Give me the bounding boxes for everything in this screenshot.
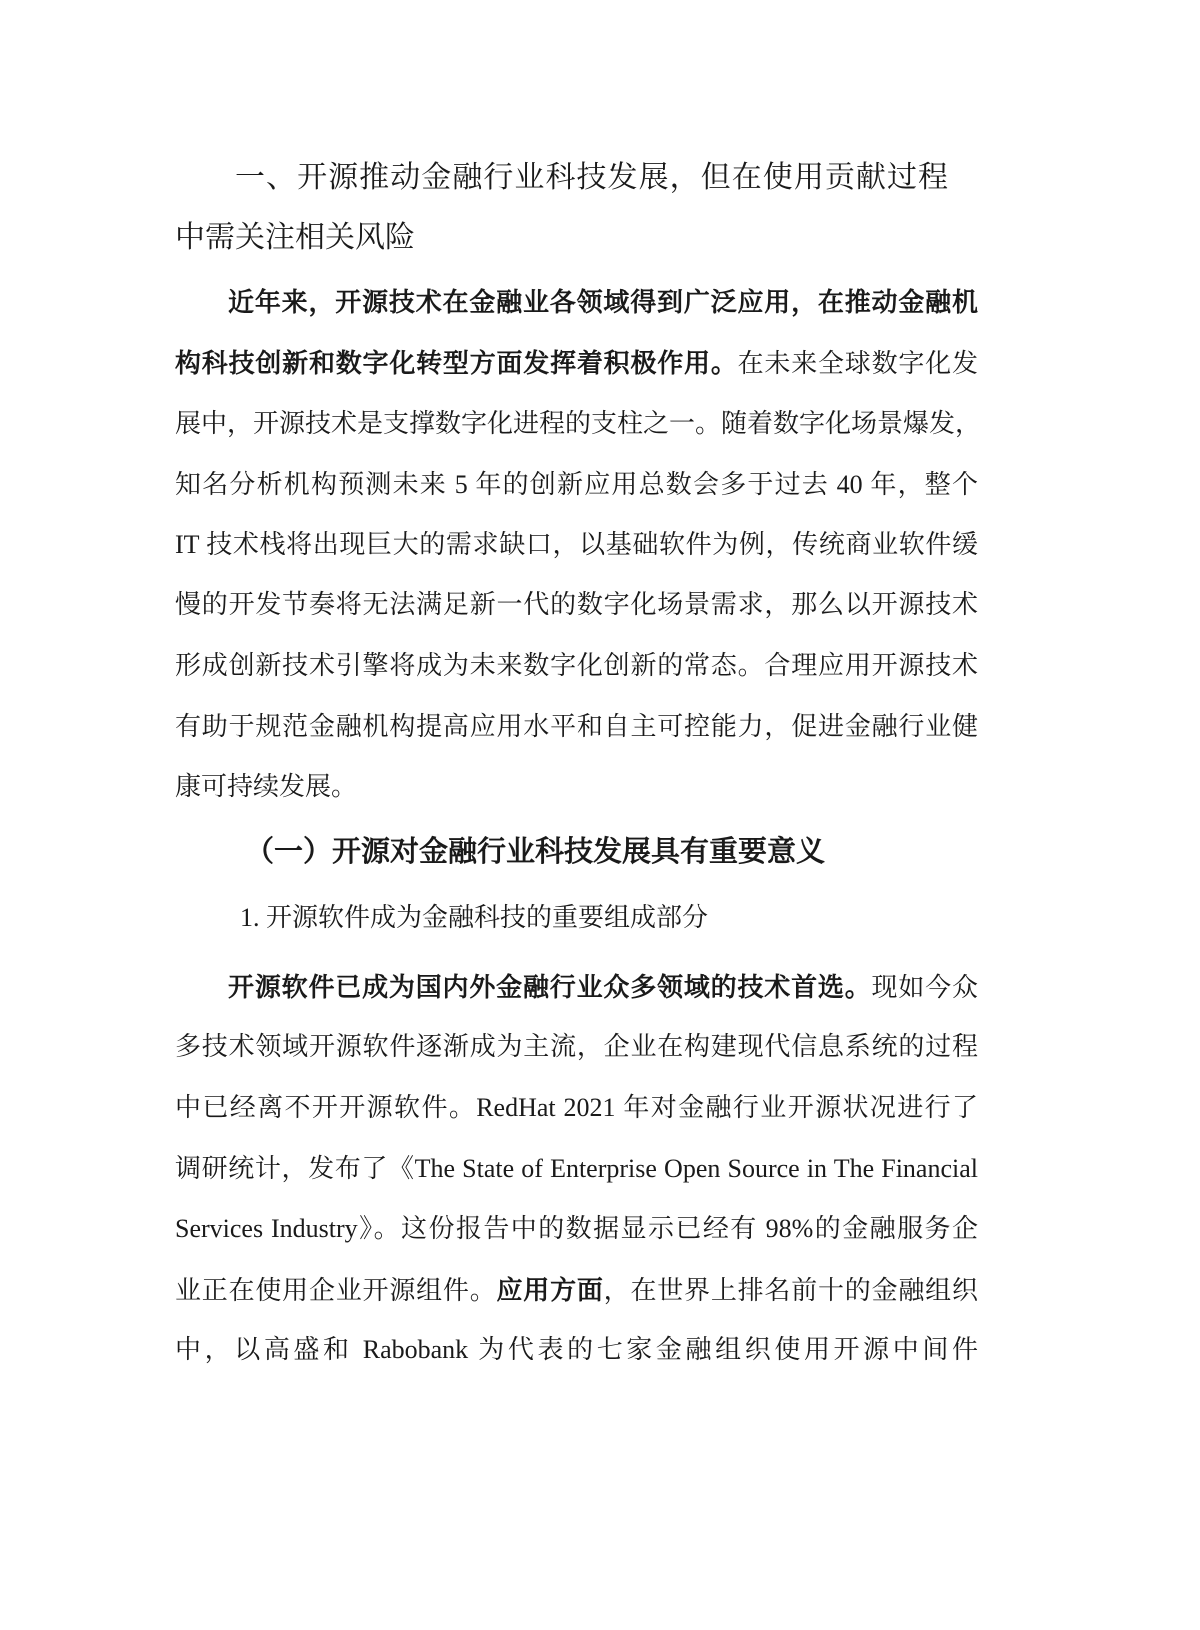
text: ，在世界上排名前十的金融组织 — [603, 1276, 978, 1305]
bold-text: 构科技创新和数字化转型方面发挥着积极作用。 — [175, 348, 738, 378]
paragraph-line — [175, 1209, 978, 1249]
bold-text: 应用方面 — [496, 1275, 604, 1305]
text: 1. 开源软件成为金融科技的重要组成部分 — [240, 903, 709, 932]
paragraph-line — [175, 465, 978, 505]
bold-text: 开源软件已成为国内外金融行业众多领域的技术首选。 — [228, 972, 872, 1002]
text: 展中，开源技术是支撑数字化进程的支柱之一。随着数字化场景爆发， — [175, 409, 982, 438]
paragraph-line — [175, 1149, 978, 1189]
paragraph-line — [175, 1088, 978, 1128]
text: 知名分析机构预测未来 5 年的创新应用总数会多于过去 40 年，整个 — [175, 470, 978, 499]
text: 有助于规范金融机构提高应用水平和自主可控能力，促进金融行业健 — [175, 712, 978, 741]
paragraph-line — [228, 282, 978, 322]
heading-3 — [240, 898, 800, 938]
bold-text: （一）开源对金融行业科技发展具有重要意义 — [245, 836, 826, 868]
text: 一、开源推动金融行业科技发展，但在使用贡献过程 — [235, 161, 948, 194]
text: 中已经离不开开源软件。RedHat 2021 年对金融行业开源状况进行了 — [175, 1093, 978, 1122]
heading-1 — [235, 158, 948, 198]
text: IT 技术栈将出现巨大的需求缺口，以基础软件为例，传统商业软件缓 — [175, 530, 978, 559]
text: 现如今众 — [871, 973, 978, 1002]
paragraph-line — [228, 967, 978, 1007]
paragraph-line — [175, 585, 978, 625]
text: 中需关注相关风险 — [175, 221, 415, 254]
text: 在未来全球数字化发 — [737, 349, 978, 378]
text: 多技术领域开源软件逐渐成为主流，企业在构建现代信息系统的过程 — [175, 1032, 978, 1061]
paragraph-line — [175, 404, 982, 444]
paragraph-line — [175, 1330, 978, 1370]
text: 康可持续发展。 — [175, 772, 358, 801]
paragraph-line — [175, 707, 978, 747]
heading-2 — [245, 832, 865, 872]
paragraph-line — [175, 1270, 978, 1310]
paragraph-line — [175, 1027, 978, 1067]
text: 慢的开发节奏将无法满足新一代的数字化场景需求，那么以开源技术 — [175, 590, 978, 619]
paragraph-line — [175, 767, 375, 807]
bold-text: 近年来，开源技术在金融业各领域得到广泛应用，在推动金融机 — [228, 287, 978, 317]
heading-1 — [175, 218, 435, 258]
paragraph-line — [175, 525, 978, 565]
text: 调研统计，发布了《The State of Enterprise Open Source in The Financial — [175, 1154, 978, 1183]
paragraph-line — [175, 646, 978, 686]
text: Services Industry》。这份报告中的数据显示已经有 98%的金融服务企 — [175, 1214, 978, 1243]
text: 业正在使用企业开源组件。 — [175, 1276, 497, 1305]
paragraph-line — [175, 343, 978, 383]
text: 形成创新技术引擎将成为未来数字化创新的常态。合理应用开源技术 — [175, 651, 978, 680]
text: 中，以高盛和 Rabobank 为代表的七家金融组织使用开源中间件 — [175, 1335, 978, 1364]
